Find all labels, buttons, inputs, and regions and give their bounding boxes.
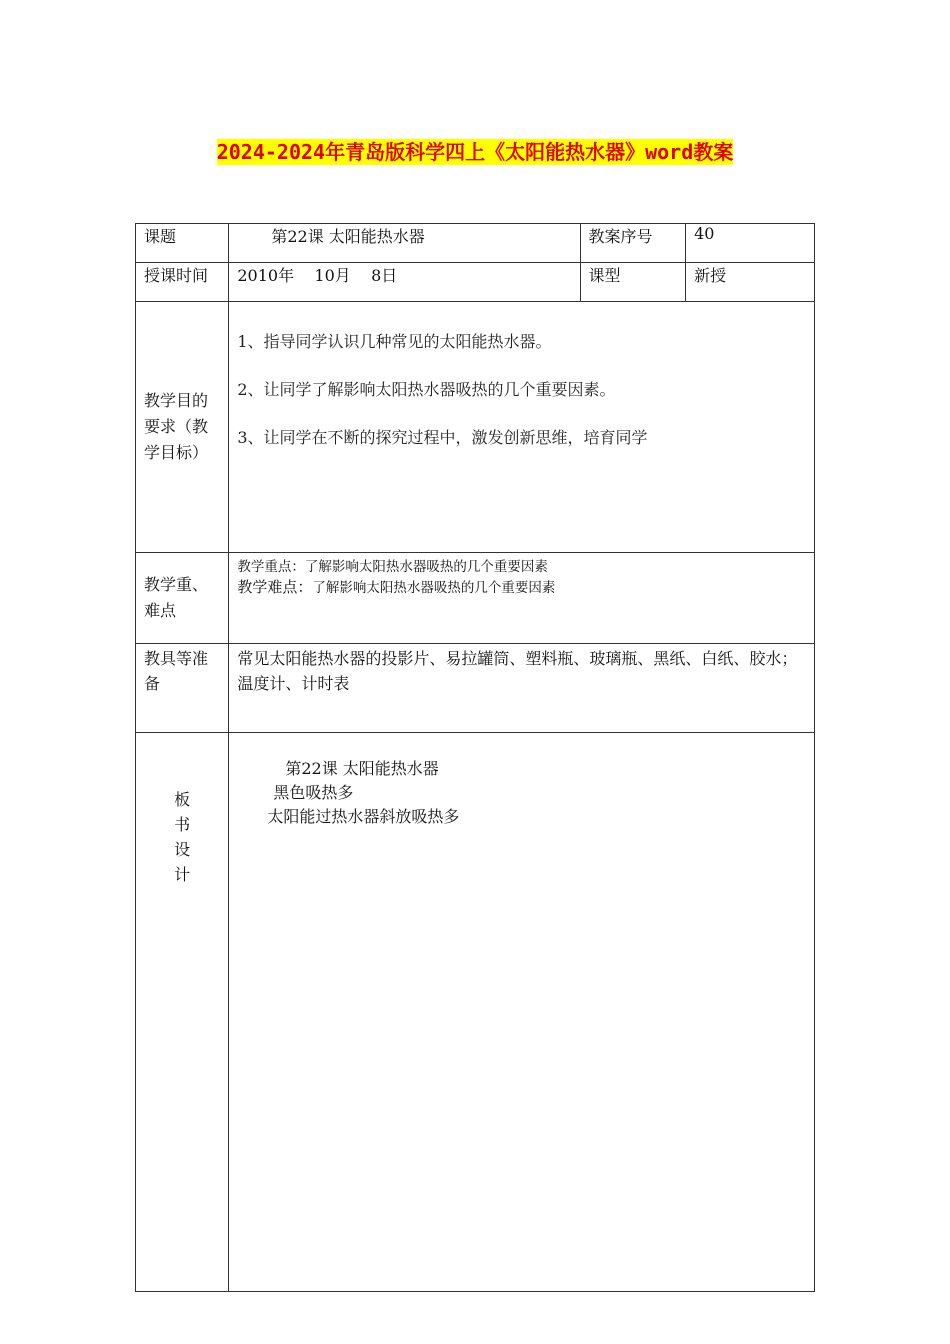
label-topic: 课题 xyxy=(136,224,229,263)
tools-text: 常见太阳能热水器的投影片、易拉罐筒、塑料瓶、玻璃瓶、黑纸、白纸、胶水；温度计、计时表 xyxy=(229,644,815,733)
value-lesson-type: 新授 xyxy=(686,263,815,302)
value-time: 2010年 10月 8日 xyxy=(229,263,580,302)
board-line: 黑色吸热多 xyxy=(273,783,354,802)
board-label-char: 设 xyxy=(174,840,191,859)
label-plan-number: 教案序号 xyxy=(580,224,686,263)
row-board-design xyxy=(136,733,815,1292)
label-tools: 教具等准备 xyxy=(136,644,229,733)
board-line: 太阳能过热水器斜放吸热多 xyxy=(267,807,460,826)
key-points-content xyxy=(229,553,815,644)
objectives-list xyxy=(229,302,815,553)
document-title xyxy=(0,136,950,165)
row-tools xyxy=(136,644,815,733)
objective-item: 3、让同学在不断的探究过程中，激发创新思维，培育同学 xyxy=(237,428,648,447)
title-text: 2024-2024年青岛版科学四上《太阳能热水器》word教案 xyxy=(216,140,734,164)
objective-item: 2、让同学了解影响太阳热水器吸热的几个重要因素。 xyxy=(237,380,616,399)
board-label-char: 板 xyxy=(174,790,191,809)
board-label-char: 书 xyxy=(174,815,191,834)
row-time xyxy=(136,263,815,302)
key-point-line xyxy=(237,557,806,577)
objective-item: 1、指导同学认识几种常见的太阳能热水器。 xyxy=(237,332,552,351)
value-topic xyxy=(229,224,580,263)
lesson-plan-table xyxy=(135,223,815,1292)
hard-point-line xyxy=(237,577,806,598)
topic-text: 第22课 太阳能热水器 xyxy=(271,227,425,246)
board-design-content xyxy=(229,733,815,1292)
row-objectives xyxy=(136,302,815,553)
label-board-design xyxy=(136,733,229,1292)
key-point-text: 了解影响太阳热水器吸热的几个重要因素 xyxy=(304,559,548,575)
label-objectives: 教学目的要求（教学目标） xyxy=(136,302,229,553)
value-plan-number: 40 xyxy=(686,224,815,263)
key-point-label: 教学重点： xyxy=(237,559,305,575)
row-key-points xyxy=(136,553,815,644)
row-topic xyxy=(136,224,815,263)
board-label-char: 计 xyxy=(174,865,191,884)
board-line: 第22课 太阳能热水器 xyxy=(285,759,439,778)
hard-point-label: 教学难点： xyxy=(237,578,313,596)
label-key-points: 教学重、难点 xyxy=(136,553,229,644)
label-lesson-type: 课型 xyxy=(580,263,686,302)
label-time: 授课时间 xyxy=(136,263,229,302)
hard-point-text: 了解影响太阳热水器吸热的几个重要因素 xyxy=(312,580,556,596)
